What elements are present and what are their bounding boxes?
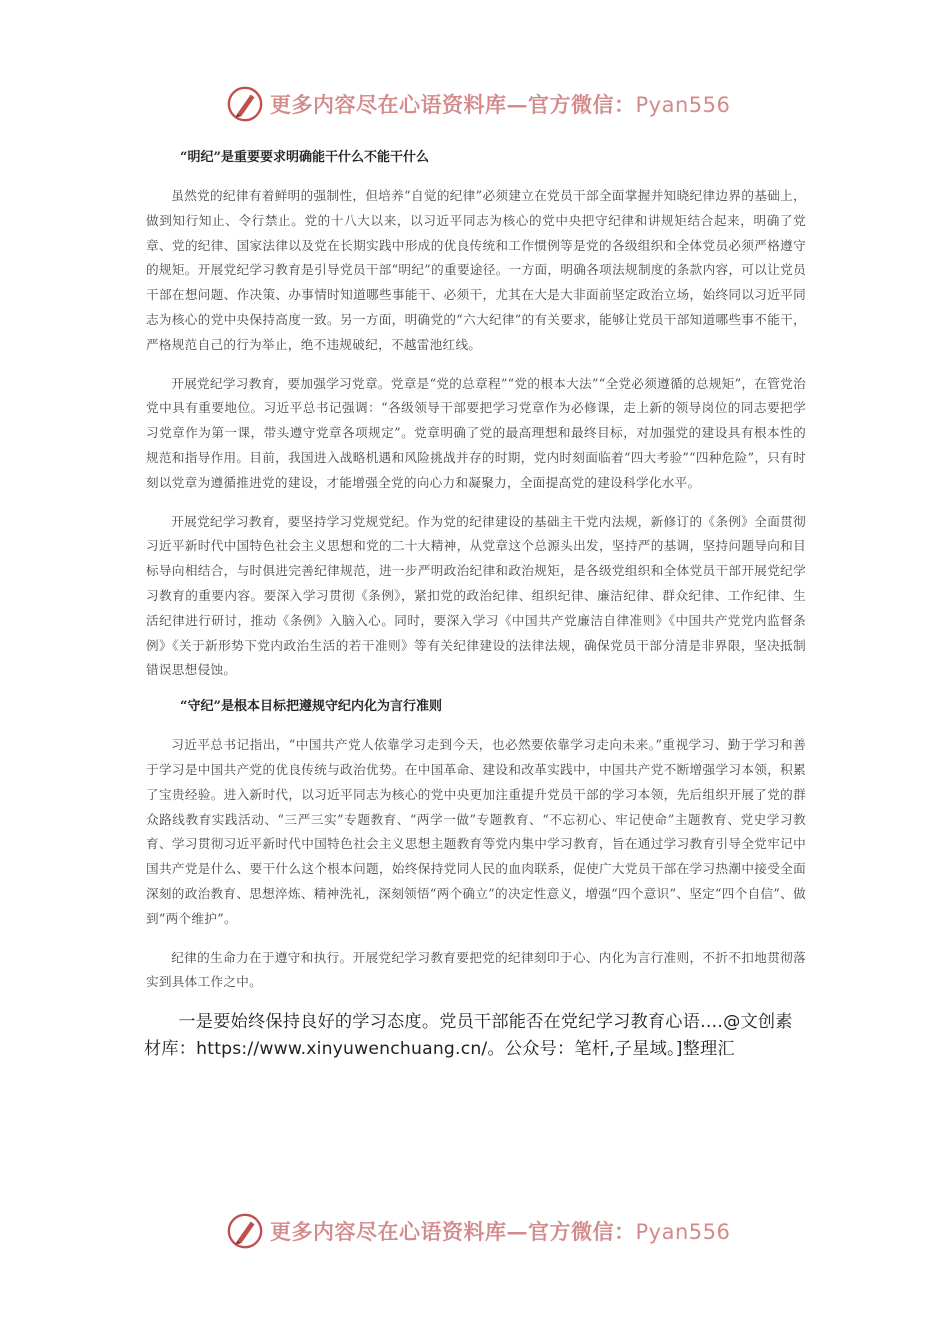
body-large-paragraph: 一是要始终保持良好的学习态度。党员干部能否在党纪学习教育心语….@文创素材库：https://www.xinyuwenchuang.cn/。公众号：笔杆,子星域。]整理汇	[144, 1012, 793, 1060]
body-paragraph: 开展党纪学习教育，要加强学习党章。党章是“党的总章程”“党的根本大法”“全党必须遵循的总规矩”，在管党治党中具有重要地位。习近平总书记强调：“各级领导干部要把学习党章作为必修课，走上新的领导岗位的同志要把学习党章作为第一课，带头遵守党章各项规定”。党章明确了党的最高理想和最终目标，对加强党的建设具有根本性的规范和指导作用。目前，我国进入战略机遇和风险挑战并存的时期，党内时刻面临着“四大考验”“四种危险”，只有时刻以党章为遵循推进党的建设，才能增强全党的向心力和凝聚力，全面提高党的建设科学化水平。	[146, 375, 806, 490]
body-paragraph: 习近平总书记指出，“中国共产党人依靠学习走到今天，也必然要依靠学习走向未来。”重视学习、勤于学习和善于学习是中国共产党的优良传统与政治优势。在中国革命、建设和改革实践中，中国共产党不断增强学习本领，积累了宝贵经验。进入新时代，以习近平同志为核心的党中央更加注重提升党员干部的学习本领，先后组织开展了党的群众路线教育实践活动、“三严三实”专题教育、“两学一做”专题教育、“不忘初心、牢记使命”主题教育、党史学习教育、学习贯彻习近平新时代中国特色社会主义思想主题教育等党内集中学习教育，旨在通过学习教育引导全党牢记中国共产党是什么、要干什么这个根本问题，始终保持党同人民的血肉联系，促使广大党员干部在学习热潮中接受全面深刻的政治教育、思想淬炼、精神洗礼，深刻领悟“两个确立”的决定性意义，增强“四个意识”、坚定“四个自信”、做到“两个维护”。	[146, 737, 806, 926]
body-paragraph: 开展党纪学习教育，要坚持学习党规党纪。作为党的纪律建设的基础主干党内法规，新修订的《条例》全面贯彻习近平新时代中国特色社会主义思想和党的二十大精神，从党章这个总源头出发，坚持严的基调，坚持问题导向和目标导向相结合，与时俱进完善纪律规范，进一步严明政治纪律和政治规矩，是各级党组织和全体党员干部开展党纪学习教育的重要内容。要深入学习贯彻《条例》，紧扣党的政治纪律、组织纪律、廉洁纪律、群众纪律、工作纪律、生活纪律进行研讨，推动《条例》入脑入心。同时，要深入学习《中国共产党廉洁自律准则》《中国共产党党内监督条例》《关于新形势下党内政治生活的若干准则》等有关纪律建设的法律法规，确保党员干部分清是非界限，坚决抵制错误思想侵蚀。	[146, 513, 806, 678]
pen-logo-icon	[226, 1212, 264, 1250]
header-banner	[226, 84, 746, 124]
body-paragraph: 虽然党的纪律有着鲜明的强制性，但培养“自觉的纪律”必须建立在党员干部全面掌握并知晓纪律边界的基础上，做到知行知止、令行禁止。党的十八大以来，以习近平同志为核心的党中央把守纪律和讲规矩结合起来，明确了党章、党的纪律、国家法律以及党在长期实践中形成的优良传统和工作惯例等是党的各级组织和全体党员必须严格遵守的规矩。开展党纪学习教育是引导党员干部“明纪”的重要途径。一方面，明确各项法规制度的条款内容，可以让党员干部在想问题、作决策、办事情时知道哪些事能干、必须干，尤其在大是大非面前坚定政治立场，始终同以习近平同志为核心的党中央保持高度一致。另一方面，明确党的“六大纪律”的有关要求，能够让党员干部知道哪些事不能干，严格规范自己的行为举止，绝不违规破纪，不越雷池红线。	[146, 188, 806, 352]
section-heading: “明纪”是重要要求明确能干什么不能干什么	[180, 150, 429, 165]
footer-banner	[226, 1211, 746, 1251]
document-body	[146, 146, 806, 1063]
section-heading: “守纪”是根本目标把遵规守纪内化为言行准则	[180, 699, 442, 715]
body-paragraph: 纪律的生命力在于遵守和执行。开展党纪学习教育要把党的纪律刻印于心、内化为言行准则，不折不扣地贯彻落实到具体工作之中。	[146, 949, 806, 990]
pen-logo-icon	[226, 85, 264, 123]
banner-text: 更多内容尽在心语资料库—官方微信：Pyan556	[270, 1219, 731, 1244]
banner-text: 更多内容尽在心语资料库—官方微信：Pyan556	[270, 92, 731, 117]
